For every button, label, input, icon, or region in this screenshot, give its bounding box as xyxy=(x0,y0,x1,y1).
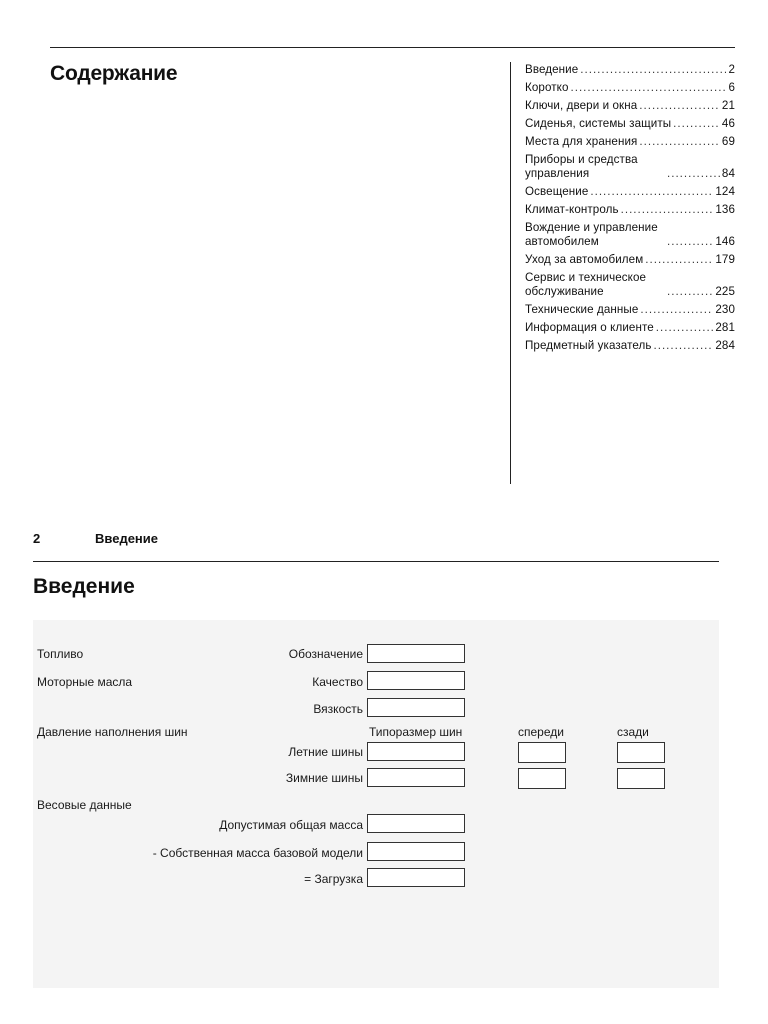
toc-entry[interactable] xyxy=(525,135,735,149)
toc-entry-label: Вождение и управление автомобилем xyxy=(525,221,662,248)
summer-rear-pressure-field[interactable] xyxy=(617,742,665,763)
toc-entry-page: 2 xyxy=(728,63,735,76)
front-header: спереди xyxy=(518,725,564,739)
toc-entry-page: 146 xyxy=(715,235,735,248)
toc-entry-label: Климат-контроль xyxy=(525,203,619,216)
toc-entry[interactable] xyxy=(525,253,735,267)
payload-label: = Загрузка xyxy=(304,872,363,886)
toc-leader-dots xyxy=(673,117,720,131)
viscosity-label: Вязкость xyxy=(313,702,363,716)
winter-tires-label: Зимние шины xyxy=(285,771,363,785)
toc-leader-dots xyxy=(640,303,713,317)
quality-label: Качество xyxy=(312,675,363,689)
toc-entry[interactable] xyxy=(525,185,735,199)
toc-entry[interactable] xyxy=(525,153,735,181)
header-rule xyxy=(33,561,719,562)
summer-tire-size-field[interactable] xyxy=(367,742,465,761)
running-head: Введение xyxy=(95,531,158,546)
toc-entry[interactable] xyxy=(525,81,735,95)
toc-entry-label: Технические данные xyxy=(525,303,639,316)
toc-entry[interactable] xyxy=(525,63,735,77)
toc-entry-page: 179 xyxy=(715,253,735,266)
toc-leader-dots xyxy=(580,63,726,77)
designation-label: Обозначение xyxy=(288,647,363,661)
toc-entry-label: Сервис и техническое обслуживание xyxy=(525,271,650,298)
oil-viscosity-field[interactable] xyxy=(367,698,465,717)
toc-entry-label: Освещение xyxy=(525,185,589,198)
summer-front-pressure-field[interactable] xyxy=(518,742,566,763)
tire-pressure-label: Давление наполнения шин xyxy=(37,725,188,739)
page-title: Введение xyxy=(33,575,135,598)
toc-entry-label: Сиденья, системы защиты xyxy=(525,117,672,130)
gross-weight-field[interactable] xyxy=(367,814,465,833)
curb-weight-label: - Собственная масса базовой модели xyxy=(152,846,363,860)
toc-list xyxy=(525,63,735,357)
toc-leader-dots xyxy=(667,285,713,299)
winter-front-pressure-field[interactable] xyxy=(518,768,566,789)
toc-entry-label: Коротко xyxy=(525,81,569,94)
toc-leader-dots xyxy=(667,235,713,249)
toc-entry-page: 6 xyxy=(728,81,735,94)
toc-leader-dots xyxy=(639,135,719,149)
toc-entry[interactable] xyxy=(525,99,735,113)
tire-size-header: Типоразмер шин xyxy=(369,725,463,739)
column-divider xyxy=(510,62,511,484)
toc-leader-dots xyxy=(656,321,714,335)
toc-entry-page: 21 xyxy=(721,99,735,112)
toc-entry-label: Информация о клиенте xyxy=(525,321,654,334)
toc-entry[interactable] xyxy=(525,271,735,299)
summer-tires-label: Летние шины xyxy=(288,745,363,759)
rear-header: сзади xyxy=(617,725,649,739)
toc-leader-dots xyxy=(621,203,714,217)
toc-entry[interactable] xyxy=(525,221,735,249)
toc-entry-label: Ключи, двери и окна xyxy=(525,99,638,112)
toc-leader-dots xyxy=(645,253,713,267)
toc-entry-page: 46 xyxy=(721,117,735,130)
toc-leader-dots xyxy=(639,99,720,113)
toc-entry[interactable] xyxy=(525,203,735,217)
curb-weight-field[interactable] xyxy=(367,842,465,861)
toc-entry-label: Уход за автомобилем xyxy=(525,253,644,266)
toc-title: Содержание xyxy=(50,62,178,85)
toc-entry-page: 84 xyxy=(721,167,735,180)
toc-leader-dots xyxy=(667,167,720,181)
weight-data-label: Весовые данные xyxy=(37,798,132,812)
fuel-label: Топливо xyxy=(37,647,84,661)
toc-entry[interactable] xyxy=(525,117,735,131)
winter-rear-pressure-field[interactable] xyxy=(617,768,665,789)
toc-entry-label: Введение xyxy=(525,63,579,76)
toc-entry-label: Предметный указатель xyxy=(525,339,652,352)
toc-leader-dots xyxy=(571,81,727,95)
fuel-designation-field[interactable] xyxy=(367,644,465,663)
winter-tire-size-field[interactable] xyxy=(367,768,465,787)
toc-leader-dots xyxy=(654,339,714,353)
top-rule xyxy=(50,47,735,48)
toc-entry-page: 136 xyxy=(715,203,735,216)
oil-quality-field[interactable] xyxy=(367,671,465,690)
toc-entry[interactable] xyxy=(525,303,735,317)
toc-entry-page: 284 xyxy=(715,339,735,352)
page-number: 2 xyxy=(33,531,41,546)
toc-entry[interactable] xyxy=(525,339,735,353)
toc-entry-page: 281 xyxy=(715,321,735,334)
toc-leader-dots xyxy=(590,185,713,199)
payload-field[interactable] xyxy=(367,868,465,887)
toc-entry[interactable] xyxy=(525,321,735,335)
toc-entry-page: 69 xyxy=(721,135,735,148)
toc-entry-label: Приборы и средства управления xyxy=(525,153,641,180)
engine-oils-label: Моторные масла xyxy=(37,675,133,689)
gross-weight-label: Допустимая общая масса xyxy=(219,818,363,832)
toc-entry-page: 124 xyxy=(715,185,735,198)
toc-entry-label: Места для хранения xyxy=(525,135,638,148)
toc-entry-page: 230 xyxy=(715,303,735,316)
toc-entry-page: 225 xyxy=(715,285,735,298)
